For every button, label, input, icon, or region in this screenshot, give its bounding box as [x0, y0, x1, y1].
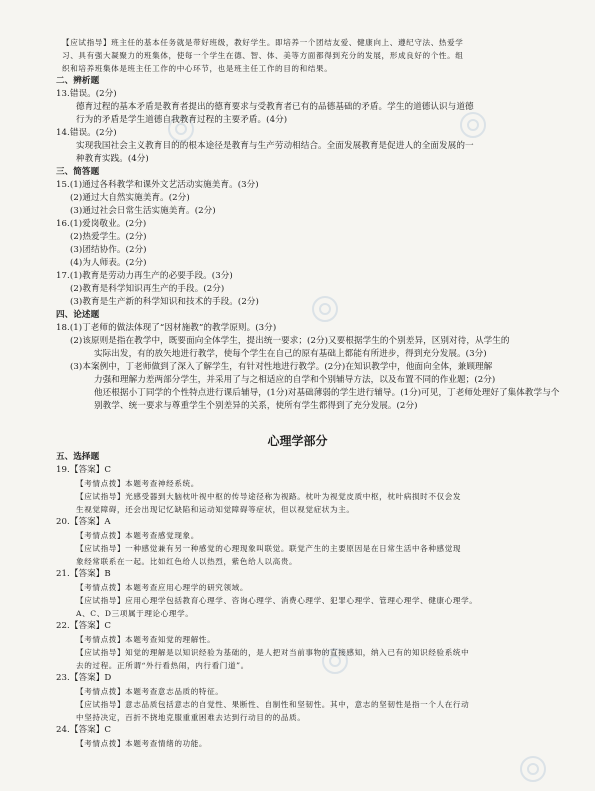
- text-line: 22.【答案】C: [56, 621, 112, 631]
- text-line: 【应试指导】光感受器到大脑枕叶视中枢的传导途径称为视路。枕叶为视觉皮质中枢，枕叶病损时不仅会发: [76, 492, 462, 501]
- text-line: 【考情点拨】本题考查神经系统。: [76, 479, 199, 488]
- text-line: 【应试指导】班主任的基本任务就是带好班级，教好学生。即培养一个团结友爱、健康向上、遵纪守法、热爱学: [62, 38, 464, 47]
- watermark-seal-icon: [312, 296, 338, 322]
- text-line: 20.【答案】A: [56, 517, 111, 527]
- watermark: [460, 112, 580, 136]
- watermark: [312, 296, 432, 320]
- text-line: 23.【答案】D: [56, 673, 112, 683]
- text-line: 【考情点拨】本题考查意志品质的特征。: [76, 687, 224, 696]
- text-line: 德育过程的基本矛盾是教育者提出的德育要求与受教育者已有的品德基础的矛盾。学生的道德认识与道德: [76, 102, 474, 112]
- text-line: 【考情点拨】本题考查感觉现象。: [76, 531, 199, 540]
- text-line: 力强和理解力差两部分学生，并采用了与之相适应的自学和个别辅导方法，以及布置不同的作业题；(2分): [94, 375, 496, 385]
- text-line: 【考情点拨】本题考查情绪的功能。: [76, 739, 208, 748]
- text-line: 种教育实践。(4分): [76, 154, 149, 164]
- text-line: 13.错误。(2分): [56, 89, 117, 99]
- text-line: 18.(1)丁老师的做法体现了“因材施教”的教学原则。(3分): [56, 323, 277, 333]
- text-line: (4)为人师表。(2分): [70, 258, 147, 268]
- text-line: 习、具有强大凝聚力的班集体，使每一个学生在德、智、体、美等方面都得到充分的发展，形成良好的个性。组: [62, 51, 464, 60]
- watermark-seal-icon: [520, 756, 546, 782]
- text-line: 17.(1)教育是劳动力再生产的必要手段。(3分): [56, 271, 233, 281]
- text-line: 【考情点拨】本题考查应用心理学的研究领域。: [76, 583, 249, 592]
- text-line: 实际出发，有的放矢地进行教学，使每个学生在自己的原有基础上都能有所进步，得到充分发展。(3分): [94, 349, 487, 359]
- text-line: 四、论述题: [56, 310, 100, 320]
- watermark-seal-icon: [460, 112, 486, 138]
- text-line: 生视觉障碍，还会出现记忆缺陷和运动知觉障碍等症状，但以视觉症状为主。: [76, 505, 355, 514]
- text-line: 15.(1)通过各科教学和课外文艺活动实施美育。(3分): [56, 180, 259, 190]
- text-line: 24.【答案】C: [56, 725, 112, 735]
- text-line: 二、辨析题: [56, 76, 100, 86]
- text-line: (2)热爱学生。(2分): [70, 232, 147, 242]
- text-line: 【应试指导】一种感觉兼有另一种感觉的心理现象叫联觉。联觉产生的主要原因是在日常生活中各种感觉现: [76, 544, 462, 553]
- text-line: 三、简答题: [56, 167, 100, 177]
- text-line: A、C、D三项属于理论心理学。: [76, 609, 194, 618]
- text-line: 别教学、统一要求与尊重学生个别差异的关系，使所有学生都得到了充分发展。(2分): [94, 401, 418, 411]
- watermark: [520, 756, 595, 780]
- text-line: 五、选择题: [56, 452, 100, 462]
- text-line: 中坚持决定，百折不挠地克服重重困难去达到行动目的的品质。: [76, 713, 306, 722]
- text-line: 【应试指导】应用心理学包括教育心理学、咨询心理学、消费心理学、犯罪心理学、管理心理学、健康心理学。: [76, 596, 478, 605]
- text-line: 19.【答案】C: [56, 465, 112, 475]
- text-line: (2)该原则是指在教学中，既要面向全体学生，提出统一要求；(2分)又要根据学生的个别差异，区别对待，从学生的: [70, 336, 510, 346]
- text-line: 14.错误。(2分): [56, 128, 117, 138]
- text-line: 【考情点拨】本题考查知觉的理解性。: [76, 635, 216, 644]
- text-line: 【应试指导】意志品质包括意志的自觉性、果断性、自制性和坚韧性。其中，意志的坚韧性是指一个人在行动: [76, 700, 470, 709]
- text-line: 织和培养班集体是班主任工作的中心环节，也是班主任工作的目的和结果。: [62, 64, 333, 73]
- text-line: (3)教育是生产新的科学知识和技术的手段。(2分): [70, 297, 259, 307]
- text-line: 行为的矛盾是学生道德自我教育过程的主要矛盾。(4分): [76, 115, 288, 125]
- text-line: (3)本案例中，丁老师做到了深入了解学生，有针对性地进行教学。(2分)在知识教学中，他面向全体，兼顾理解: [70, 362, 493, 372]
- text-line: 实现我国社会主义教育目的的根本途径是教育与生产劳动相结合。全面发展教育是促进人的全面发展的一: [76, 141, 474, 151]
- text-line: (3)团结协作。(2分): [70, 245, 147, 255]
- text-line: 16.(1)爱岗敬业。(2分): [56, 219, 147, 229]
- text-line: 【应试指导】知觉的理解是以知识经验为基础的，是人把对当前事物的直接感知，纳入已有的知识经验系统中: [76, 648, 470, 657]
- text-line: 他还根据小丁同学的个性特点进行课后辅导，(1分)对基础薄弱的学生进行辅导。(1分)可见，丁老师处理好了集体教学与个: [94, 388, 560, 398]
- text-line: (2)教育是科学知识再生产的手段。(2分): [70, 284, 225, 294]
- text-line: (2)通过大自然实施美育。(2分): [70, 193, 190, 203]
- text-line: 象经常联系在一起。比如红色给人以热烈，紫色给人以高贵。: [76, 557, 298, 566]
- text-line: 21.【答案】B: [56, 569, 111, 579]
- section-title: 心理学部分: [267, 434, 328, 448]
- text-line: 去的过程。正所谓“外行看热闹，内行看门道”。: [76, 661, 249, 670]
- text-line: (3)通过社会日常生活实施美育。(2分): [70, 206, 216, 216]
